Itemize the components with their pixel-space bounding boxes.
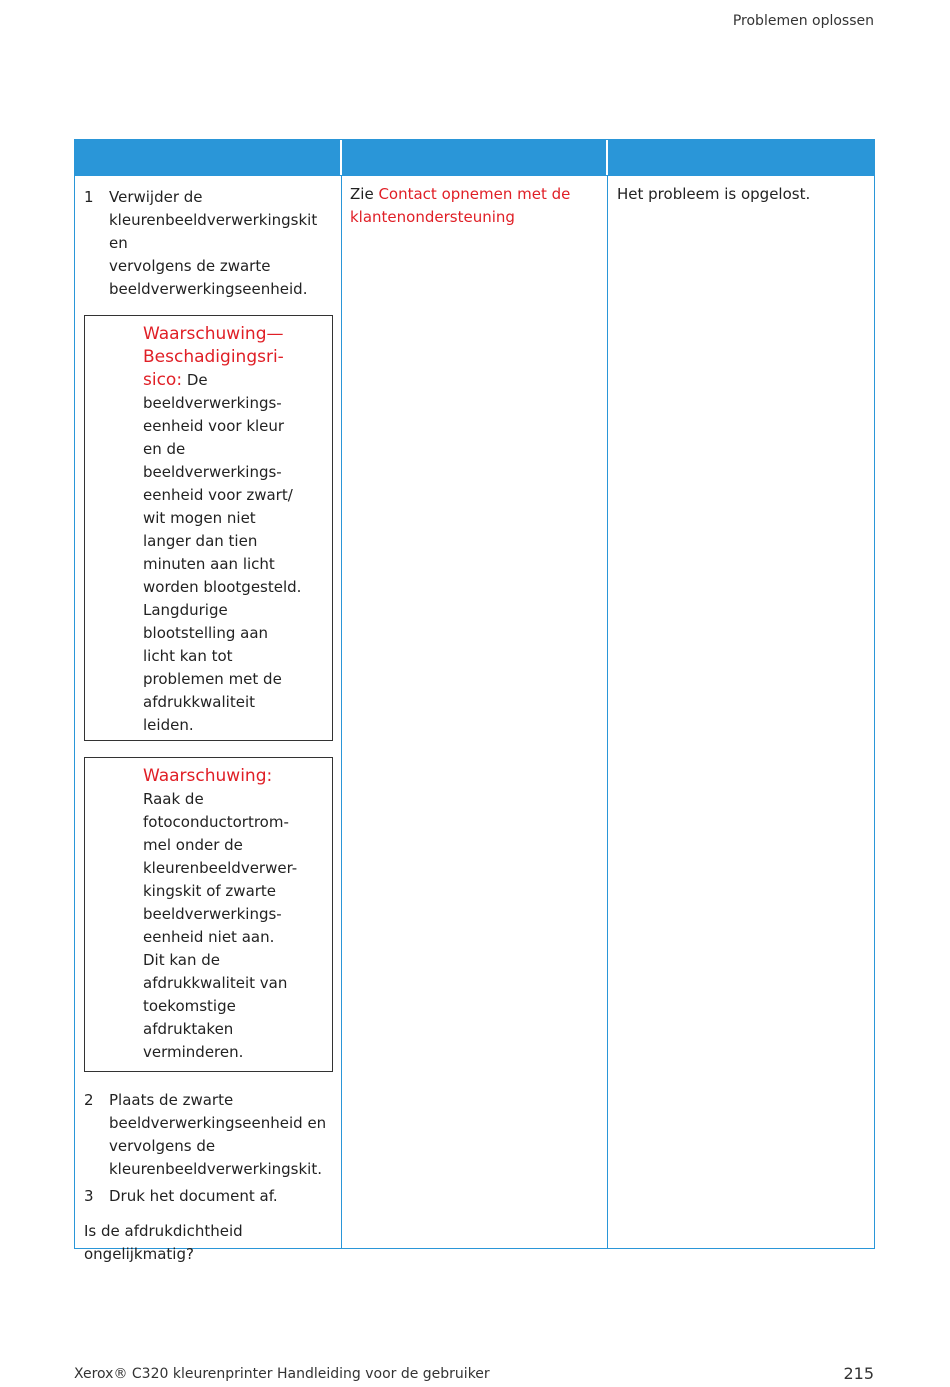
warning-line: beeldverwerkings- — [143, 463, 282, 481]
warning-line: beeldverwerkings- — [143, 394, 282, 412]
warning-title: Waarschuwing: — [143, 766, 273, 786]
column-divider — [341, 140, 342, 1248]
warning-line: kleurenbeeldverwer- — [143, 859, 298, 877]
column-divider — [607, 140, 608, 1248]
step-2 — [84, 1089, 334, 1181]
question-line: ongelijkmatig? — [84, 1245, 194, 1263]
warning-line: minuten aan licht — [143, 555, 275, 573]
warning-line: afdrukkwaliteit — [143, 693, 255, 711]
question — [84, 1220, 334, 1266]
warning-line: eenheid voor kleur — [143, 417, 285, 435]
step-1 — [84, 186, 334, 301]
yes-cell — [350, 183, 595, 229]
warning-line: worden blootgesteld. — [143, 578, 302, 596]
warning-title: sico: — [143, 370, 183, 390]
footer-title: Xerox® C320 kleurenprinter Handleiding voor de gebruiker — [74, 1366, 490, 1382]
resolved-text: Het probleem is opgelost. — [617, 185, 811, 203]
warning-line: mel onder de — [143, 836, 243, 854]
warning-line: afdrukkwaliteit van — [143, 974, 288, 992]
step-3 — [84, 1185, 334, 1208]
warning-damage-box — [84, 315, 333, 741]
warning-line: beeldverwerkings- — [143, 905, 282, 923]
header-divider — [340, 140, 342, 175]
warning-line: Raak de — [143, 790, 204, 808]
step-2-line: beeldverwerkingseenheid en — [109, 1114, 327, 1132]
warning-title: Beschadigingsri- — [143, 347, 284, 367]
step-1-line: Verwijder de — [109, 188, 203, 206]
step-number: 3 — [84, 1187, 94, 1205]
warning-line: eenheid voor zwart/ — [143, 486, 293, 504]
step-2-line: kleurenbeeldverwerkingskit. — [109, 1160, 322, 1178]
warning-line: langer dan tien — [143, 532, 258, 550]
warning-line: problemen met de — [143, 670, 282, 688]
step-1-line: kleurenbeeldverwerkingskit en — [109, 211, 318, 252]
warning-line: fotoconductortrom- — [143, 813, 289, 831]
contact-support-link[interactable]: klantenondersteuning — [350, 208, 515, 226]
troubleshooting-table — [74, 139, 875, 1263]
step-1-line: beeldverwerkingseenheid. — [109, 280, 308, 298]
warning-line: Langdurige — [143, 601, 228, 619]
step-3-line: Druk het document af. — [109, 1187, 278, 1205]
no-cell — [617, 183, 862, 206]
contact-support-link[interactable]: Contact opnemen met de — [378, 185, 571, 203]
step-number: 1 — [84, 188, 94, 206]
warning-text: De — [186, 371, 208, 389]
warning-line: toekomstige — [143, 997, 236, 1015]
running-header: Problemen oplossen — [732, 13, 874, 29]
step-2-line: vervolgens de — [109, 1137, 216, 1155]
warning-line: afdruktaken — [143, 1020, 234, 1038]
header-divider — [606, 140, 608, 175]
warning-box — [84, 757, 333, 1072]
see-prefix: Zie — [350, 185, 379, 203]
step-2-line: Plaats de zwarte — [109, 1091, 234, 1109]
warning-line: leiden. — [143, 716, 194, 734]
warning-line: en de — [143, 440, 186, 458]
question-line: Is de afdrukdichtheid — [84, 1222, 243, 1240]
table-header-row — [75, 140, 874, 176]
page-number: 215 — [843, 1364, 874, 1383]
step-1-line: vervolgens de zwarte — [109, 257, 271, 275]
step-number: 2 — [84, 1091, 94, 1109]
warning-line: licht kan tot — [143, 647, 233, 665]
warning-line: eenheid niet aan. — [143, 928, 275, 946]
warning-line: kingskit of zwarte — [143, 882, 277, 900]
warning-title: Waarschuwing— — [143, 324, 284, 344]
action-cell — [84, 175, 334, 1266]
warning-line: blootstelling aan — [143, 624, 269, 642]
warning-line: verminderen. — [143, 1043, 244, 1061]
warning-line: Dit kan de — [143, 951, 221, 969]
warning-line: wit mogen niet — [143, 509, 256, 527]
